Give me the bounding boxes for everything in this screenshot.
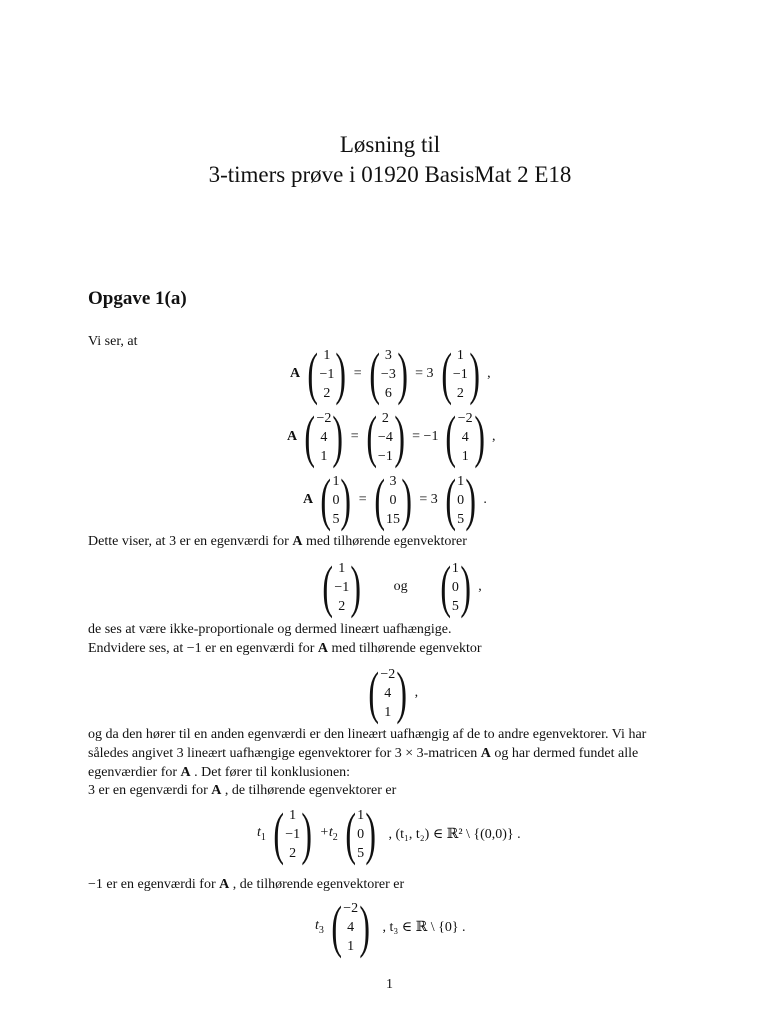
eigenspace-minus1: $t_3$ ( −2 4 1 ) , t₃ ∈ ℝ \ {0} . <box>312 898 469 956</box>
page-number: 1 <box>386 977 393 992</box>
vector-v2: −2 4 1 <box>316 410 332 464</box>
vector-v3-rhs: 1 0 5 <box>457 473 465 527</box>
title-line-2: 3-timers prøve i 01920 BasisMat 2 E18 <box>208 162 572 187</box>
condition-t3: , t₃ ∈ ℝ \ {0} . <box>382 919 466 935</box>
condition-t1-t2: , (t₁, t₂) ∈ ℝ² \ {(0,0)} . <box>388 826 521 842</box>
vector-v1: 1 −1 2 <box>319 347 335 401</box>
vector-Av3: 3 0 15 <box>386 473 401 527</box>
title-line-1: Løsning til <box>339 132 441 157</box>
equation-3: A ( 1 0 5 ) = ( 3 0 15 ) = 3 ( 1 0 5 ) . <box>303 467 487 532</box>
eigenvector-minus1: ( −2 4 1 ) , <box>368 660 419 725</box>
vector-Av2: 2 −4 −1 <box>377 410 393 464</box>
paragraph-dette-viser: Dette viser, at 3 er en egenværdi for A med tilhørende egenvektorer <box>88 534 467 549</box>
intro-text: Vi ser, at <box>88 334 138 349</box>
conclusion-2: −1 er en egenværdi for A , de tilhørende egenvektorer er <box>88 877 405 892</box>
equation-2: A ( −2 4 1 ) = ( 2 −4 −1 ) = −1 ( −2 4 1 ) , <box>287 404 496 469</box>
section-heading: Opgave 1(a) <box>88 288 187 309</box>
paragraph-de-ses: de ses at være ikke-proportionale og dermed lineært uafhængige. <box>88 622 452 637</box>
paragraph-og-da-1: og da den hører til en anden egenværdi er den lineært uafhængig af de to andre egenvektorer. Vi har <box>88 727 647 742</box>
vector-Av1: 3 −3 6 <box>380 347 396 401</box>
eigenvectors-3: ( 1 −1 2 ) og ( 1 0 5 ) , <box>322 554 482 619</box>
vector-v1-rhs: 1 −1 2 <box>452 347 468 401</box>
conclusion-1: 3 er en egenværdi for A , de tilhørende egenvektorer er <box>88 783 397 798</box>
paragraph-og-da-3: egenværdier for A . Det fører til konklusionen: <box>88 765 351 780</box>
paragraph-endvidere: Endvidere ses, at −1 er en egenværdi for A med tilhørende egenvektor <box>88 641 482 656</box>
vector-v3: 1 0 5 <box>332 473 340 527</box>
vector-v2-rhs: −2 4 1 <box>457 410 473 464</box>
matrix-A: A <box>290 366 301 381</box>
equation-1: A ( 1 −1 2 ) = ( 3 −3 6 ) = 3 ( 1 −1 2 ) , <box>287 345 494 403</box>
eigenspace-3: $t_1$ ( 1 −1 2 ) $+t_2$ ( 1 0 5 ) , (t₁, t₂) ∈ ℝ² \ {(0,0)} . <box>254 805 524 863</box>
paragraph-og-da-2: således angivet 3 lineært uafhængige egenvektorer for 3 × 3-matricen A og har dermed fundet alle <box>88 746 639 761</box>
